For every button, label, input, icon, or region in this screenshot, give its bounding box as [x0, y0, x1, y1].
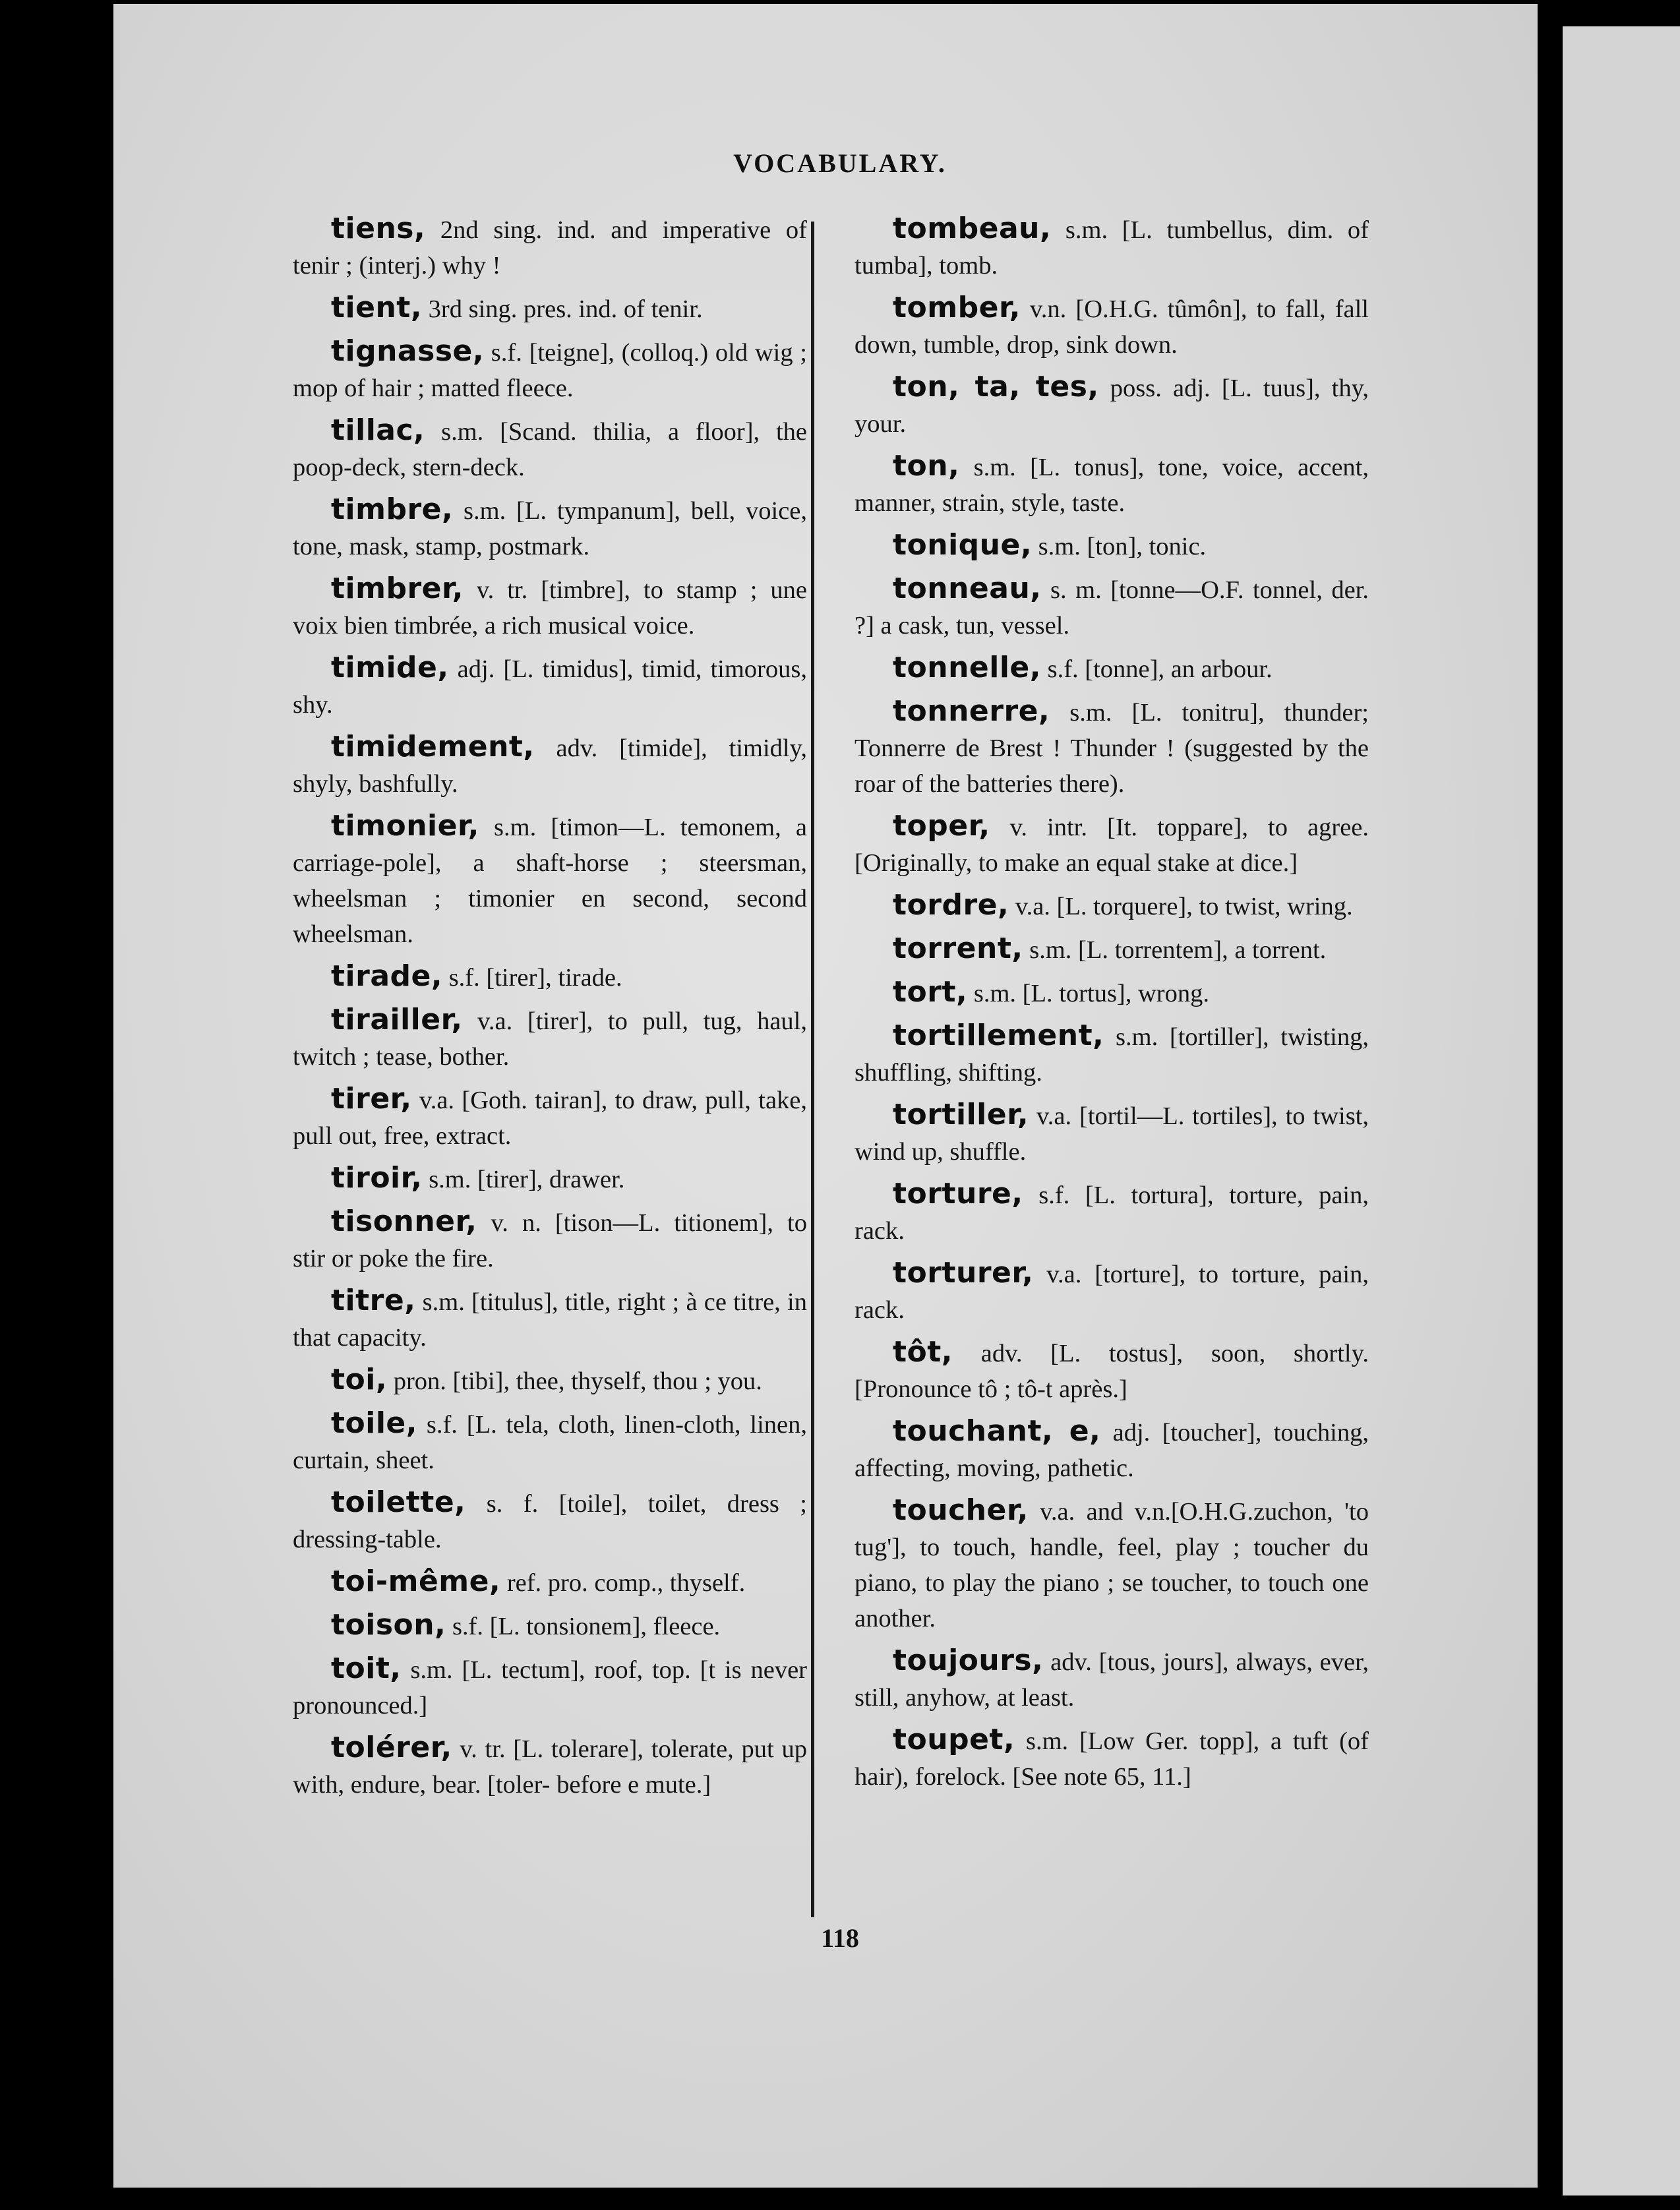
definition: v. tr. [L. tolerare], tolerate, put up with, endure, bear. [toler- before e mute.]	[293, 1735, 807, 1799]
headword: tiroir,	[331, 1161, 423, 1195]
definition: v. intr. [It. toppare], to agree. [Originally, to make an equal stake at dice.]	[855, 814, 1369, 877]
definition: s.m. [L. tortus], wrong.	[967, 980, 1210, 1007]
dictionary-entry	[293, 492, 807, 564]
headword: toit,	[331, 1652, 402, 1685]
definition: s.m. [tirer], drawer.	[422, 1166, 625, 1193]
headword: toi-même,	[331, 1565, 501, 1598]
headword: tirer,	[331, 1082, 412, 1116]
definition: s.m. [L. tympanum], bell, voice, tone, mask, stamp, postmark.	[293, 497, 807, 560]
definition: v.a. [torture], to torture, pain, rack.	[855, 1261, 1369, 1324]
headword: tonnelle,	[893, 651, 1041, 684]
headword: timbrer,	[331, 572, 464, 605]
dictionary-entry	[293, 334, 807, 406]
definition: s.m. [L. torrentem], a torrent.	[1023, 936, 1327, 964]
dictionary-entry	[855, 1176, 1369, 1249]
definition: s.m. [ton], tonic.	[1032, 533, 1207, 560]
dictionary-entry	[293, 1362, 807, 1399]
headword: tortillement,	[893, 1019, 1104, 1052]
definition: s.f. [tonne], an arbour.	[1040, 655, 1273, 683]
headword: timonier,	[331, 809, 479, 843]
definition: adj. [L. timidus], timid, timorous, shy.	[293, 655, 807, 719]
definition: s. m. [tonne—O.F. tonnel, der. ?] a cask, tun, vessel.	[855, 576, 1369, 640]
headword: tombeau,	[893, 212, 1052, 245]
definition: pron. [tibi], thee, thyself, thou ; you.	[387, 1367, 762, 1395]
dictionary-entry	[293, 1406, 807, 1478]
definition: s.m. [tortiller], twisting, shuffling, shifting.	[855, 1023, 1369, 1087]
headword: tordre,	[893, 888, 1009, 922]
definition: poss. adj. [L. tuus], thy, your.	[855, 374, 1369, 438]
dictionary-entry	[855, 448, 1369, 521]
dictionary-entry	[293, 1607, 807, 1644]
dictionary-entry	[293, 1485, 807, 1557]
headword: timbre,	[331, 493, 454, 526]
dictionary-entry	[855, 931, 1369, 968]
headword: toilette,	[331, 1485, 466, 1519]
dictionary-entry	[293, 729, 807, 802]
headword: tisonner,	[331, 1205, 477, 1238]
definition: v.a. and v.n.[O.H.G.zuchon, 'to tug'], to touch, handle, feel, play ; toucher du piano, to play the piano ; se toucher, to touch one another.	[855, 1498, 1369, 1632]
headword: torture,	[893, 1177, 1023, 1210]
definition: s.m. [timon—L. temonem, a carriage-pole], a shaft-horse ; steersman, wheelsman ; timonier en second, second wheelsman.	[293, 814, 807, 948]
definition: adj. [toucher], touching, affecting, moving, pathetic.	[855, 1419, 1369, 1482]
headword: tôt,	[893, 1335, 953, 1369]
headword: torturer,	[893, 1256, 1034, 1290]
headword: tomber,	[893, 291, 1021, 324]
dictionary-entry	[855, 1722, 1369, 1795]
definition: s.m. [L. tectum], roof, top. [t is never pronounced.]	[293, 1656, 807, 1719]
headword: timidement,	[331, 730, 535, 763]
headword: tirade,	[331, 959, 443, 993]
definition: s.m. [L. tumbellus, dim. of tumba], tomb.	[855, 216, 1369, 280]
headword: tolérer,	[331, 1731, 452, 1764]
dictionary-entry	[855, 887, 1369, 924]
definition: v.a. [L. torquere], to twist, wring.	[1009, 893, 1353, 920]
headword: tortiller,	[893, 1098, 1029, 1131]
dictionary-entry	[855, 369, 1369, 442]
definition: adv. [tous, jours], always, ever, still, anyhow, at least.	[855, 1648, 1369, 1712]
dictionary-entry	[293, 211, 807, 284]
definition: v. tr. [timbre], to stamp ; une voix bien timbrée, a rich musical voice.	[293, 576, 807, 640]
headword: tient,	[331, 291, 423, 324]
dictionary-entry	[855, 211, 1369, 284]
definition: 3rd sing. pres. ind. of tenir.	[422, 295, 703, 323]
dictionary-entry	[293, 959, 807, 996]
headword: tonneau,	[893, 572, 1042, 605]
dictionary-entry	[293, 1081, 807, 1154]
dictionary-entry	[293, 1204, 807, 1276]
dictionary-entry	[855, 1334, 1369, 1407]
headword: tort,	[893, 975, 968, 1009]
dictionary-entry	[293, 650, 807, 723]
dictionary-entry	[293, 1283, 807, 1356]
dictionary-entry	[855, 571, 1369, 643]
left-column	[293, 211, 807, 1809]
definition: s.m. [Scand. thilia, a floor], the poop-deck, stern-deck.	[293, 418, 807, 481]
definition: 2nd sing. ind. and imperative of tenir ; (interj.) why !	[293, 216, 807, 280]
definition: v.n. [O.H.G. tûmôn], to fall, fall down, tumble, drop, sink down.	[855, 295, 1369, 359]
dictionary-entry	[855, 808, 1369, 881]
dictionary-entry	[293, 1651, 807, 1723]
dictionary-entry	[855, 650, 1369, 687]
dictionary-entry	[293, 808, 807, 952]
definition: s.f. [L. tortura], torture, pain, rack.	[855, 1181, 1369, 1245]
headword: tonique,	[893, 528, 1033, 562]
facing-page-edge	[1563, 26, 1680, 2195]
headword: torrent,	[893, 932, 1023, 965]
definition: s.f. [tirer], tirade.	[442, 964, 622, 992]
headword: titre,	[331, 1284, 416, 1317]
dictionary-entry	[293, 413, 807, 485]
definition: s.f. [L. tela, cloth, linen-cloth, linen, curtain, sheet.	[293, 1411, 807, 1474]
headword: toison,	[331, 1608, 446, 1642]
dictionary-entry	[855, 1493, 1369, 1636]
definition: ref. pro. comp., thyself.	[500, 1569, 746, 1597]
definition: s.m. [Low Ger. topp], a tuft (of hair), forelock. [See note 65, 11.]	[855, 1727, 1369, 1791]
definition: adv. [L. tostus], soon, shortly. [Pronounce tô ; tô-t après.]	[855, 1340, 1369, 1403]
dictionary-entry	[855, 1643, 1369, 1716]
headword: toile,	[331, 1406, 417, 1440]
headword: tignasse,	[331, 334, 485, 368]
dictionary-entry	[855, 1255, 1369, 1328]
headword: ton,	[893, 449, 960, 483]
headword: toi,	[331, 1363, 388, 1396]
headword: touchant, e,	[893, 1414, 1101, 1448]
definition: v.a. [tortil—L. tortiles], to twist, wind up, shuffle.	[855, 1102, 1369, 1166]
dictionary-entry	[293, 290, 807, 327]
right-column	[855, 211, 1369, 1801]
definition: v.a. [tirer], to pull, tug, haul, twitch ; tease, bother.	[293, 1007, 807, 1071]
definition: s.m. [L. tonus], tone, voice, accent, manner, strain, style, taste.	[855, 454, 1369, 517]
running-head: VOCABULARY.	[733, 148, 947, 178]
dictionary-entry	[855, 1414, 1369, 1486]
headword: toper,	[893, 809, 990, 843]
headword: timide,	[331, 651, 449, 684]
dictionary-entry	[293, 1564, 807, 1601]
definition: s.f. [teigne], (colloq.) old wig ; mop of hair ; matted fleece.	[293, 339, 807, 402]
dictionary-entry	[293, 571, 807, 643]
headword: toujours,	[893, 1644, 1044, 1677]
dictionary-entry	[855, 694, 1369, 802]
dictionary-entry	[855, 1018, 1369, 1090]
dictionary-entry	[293, 1002, 807, 1075]
definition: s.f. [L. tonsionem], fleece.	[446, 1613, 721, 1640]
column-rule	[811, 222, 814, 1917]
dictionary-entry	[293, 1730, 807, 1803]
headword: ton, ta, tes,	[893, 370, 1099, 403]
dictionary-entry	[855, 290, 1369, 363]
dictionary-entry	[855, 974, 1369, 1011]
definition: s.m. [titulus], title, right ; à ce titre, in that capacity.	[293, 1288, 807, 1352]
definition: adv. [timide], timidly, shyly, bashfully.	[293, 734, 807, 798]
dictionary-entry	[855, 527, 1369, 564]
page-number: 118	[821, 1923, 859, 1953]
headword: toupet,	[893, 1723, 1015, 1756]
definition: v.a. [Goth. tairan], to draw, pull, take, pull out, free, extract.	[293, 1087, 807, 1150]
headword: tillac,	[331, 413, 425, 447]
headword: tirailler,	[331, 1003, 463, 1036]
definition: s. f. [toile], toilet, dress ; dressing-table.	[293, 1490, 807, 1553]
dictionary-entry	[855, 1097, 1369, 1170]
headword: toucher,	[893, 1493, 1029, 1527]
headword: tiens,	[331, 212, 426, 245]
definition: v. n. [tison—L. titionem], to stir or poke the fire.	[293, 1209, 807, 1272]
definition: s.m. [L. tonitru], thunder; Tonnerre de Brest ! Thunder ! (suggested by the roar of the batteries there).	[855, 699, 1369, 798]
dictionary-entry	[293, 1160, 807, 1197]
headword: tonnerre,	[893, 694, 1050, 728]
